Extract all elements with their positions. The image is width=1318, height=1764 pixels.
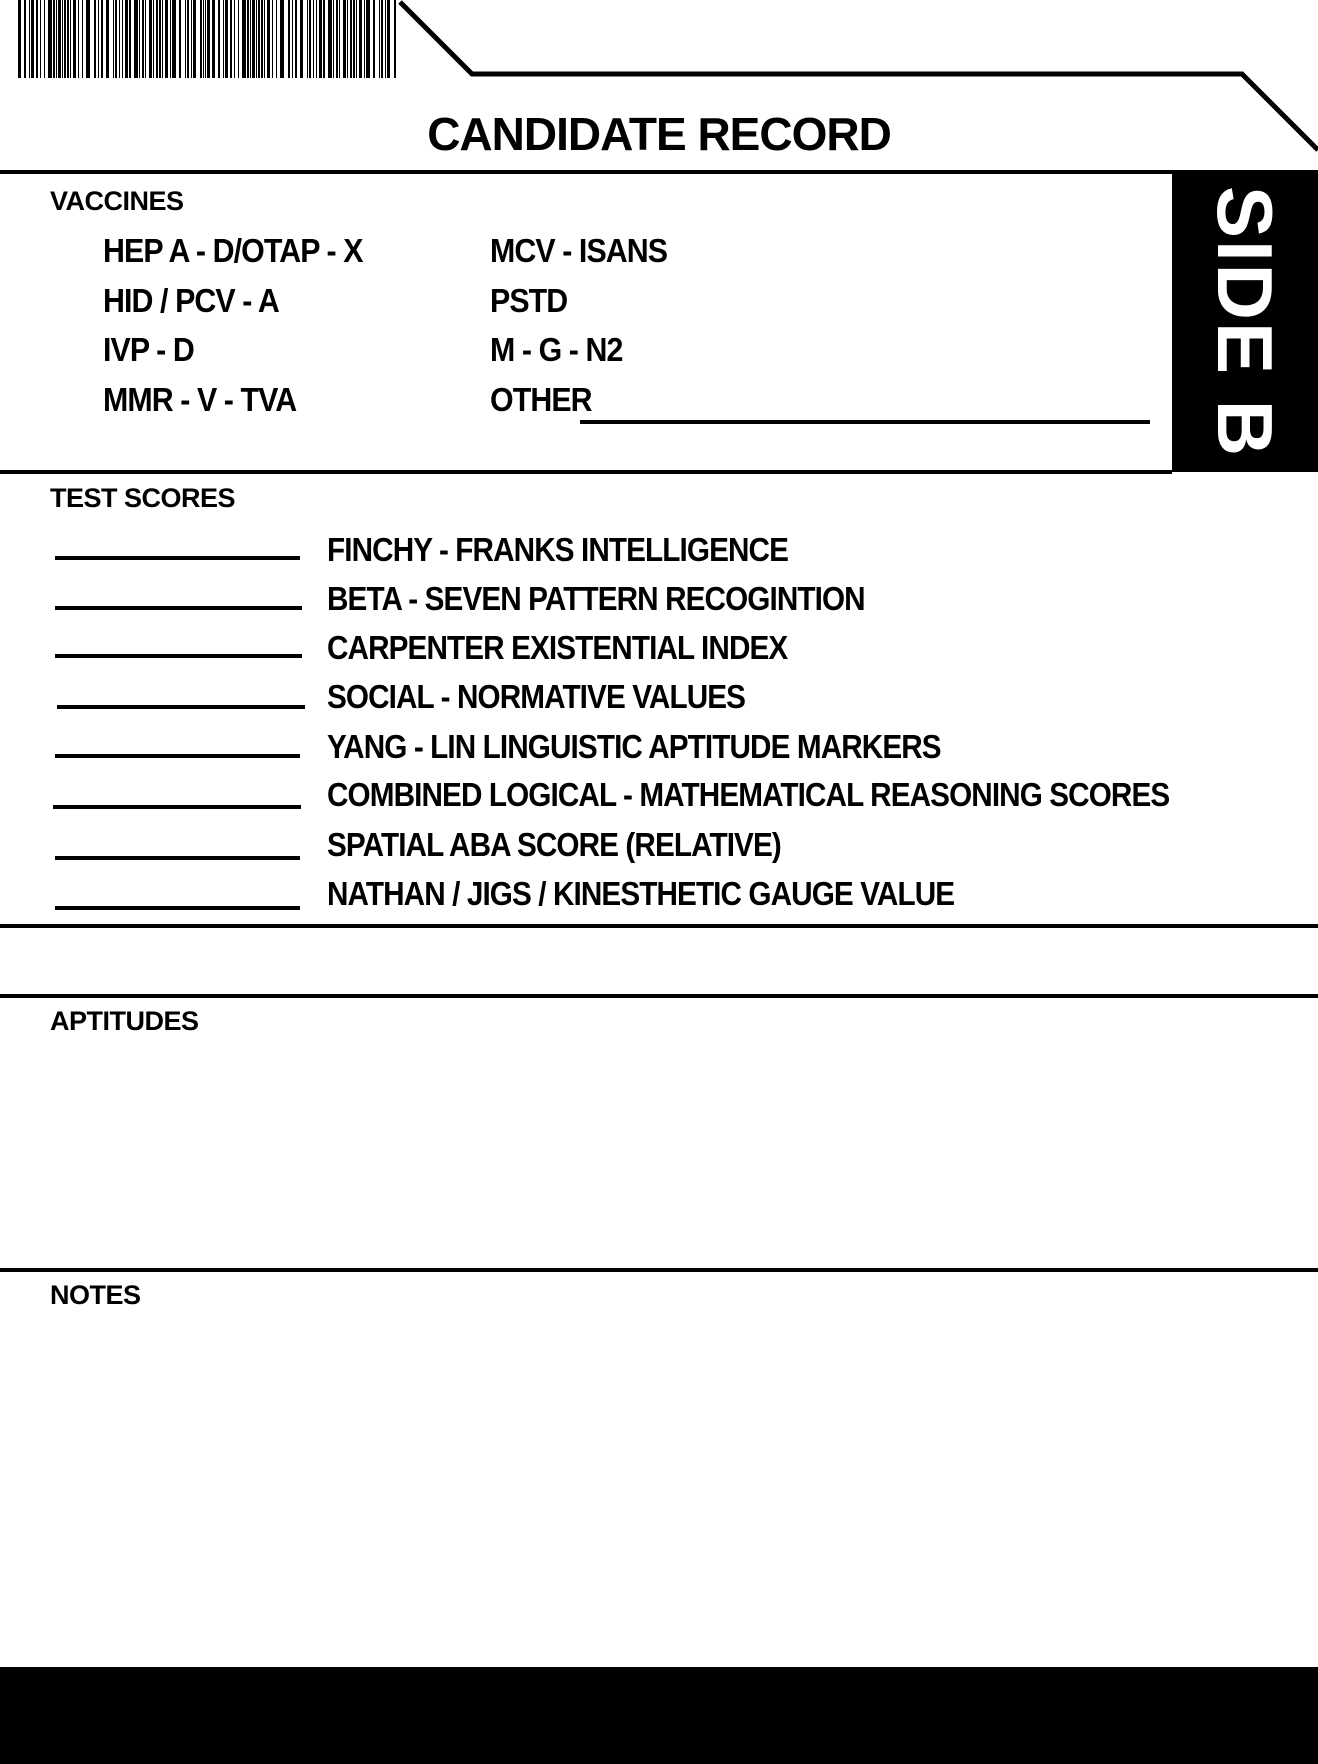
vaccine-item: M - G - N2: [490, 331, 623, 368]
aptitudes-area[interactable]: [0, 1040, 1318, 1266]
score-field[interactable]: [53, 805, 301, 809]
side-tab: [1172, 172, 1318, 472]
score-label: BETA - SEVEN PATTERN RECOGINTION: [327, 580, 865, 617]
score-label: CARPENTER EXISTENTIAL INDEX: [327, 629, 788, 666]
divider-scores: [0, 924, 1318, 928]
footer-bar: [0, 1667, 1318, 1764]
vaccine-other-field[interactable]: [580, 420, 1150, 424]
score-field[interactable]: [57, 705, 305, 709]
score-field[interactable]: [55, 654, 302, 658]
test-scores-label: TEST SCORES: [50, 483, 236, 513]
vaccine-item: HID / PCV - A: [103, 282, 279, 319]
vaccine-item: MMR - V - TVA: [103, 381, 297, 418]
score-field[interactable]: [55, 556, 300, 560]
vaccine-item: HEP A - D/OTAP - X: [103, 232, 363, 269]
side-label: SIDE B: [1201, 185, 1289, 459]
divider-notes: [0, 1268, 1318, 1272]
divider-top: [0, 170, 1318, 174]
barcode: [18, 0, 396, 78]
score-field[interactable]: [55, 606, 302, 610]
score-label: SPATIAL ABA SCORE (RELATIVE): [327, 826, 781, 863]
vaccines-label: VACCINES: [50, 186, 184, 216]
score-label: FINCHY - FRANKS INTELLIGENCE: [327, 531, 789, 568]
page-title: CANDIDATE RECORD: [427, 108, 891, 160]
score-field[interactable]: [55, 856, 300, 860]
notes-label: NOTES: [50, 1280, 141, 1310]
vaccine-item: MCV - ISANS: [490, 232, 668, 269]
divider-vaccines: [0, 470, 1172, 474]
vaccine-item: PSTD: [490, 282, 568, 319]
vaccine-item: IVP - D: [103, 331, 194, 368]
vaccine-other-label: OTHER: [490, 381, 592, 418]
score-label: NATHAN / JIGS / KINESTHETIC GAUGE VALUE: [327, 875, 955, 912]
score-label: YANG - LIN LINGUISTIC APTITUDE MARKERS: [327, 728, 941, 765]
score-label: SOCIAL - NORMATIVE VALUES: [327, 678, 746, 715]
divider-aptitudes: [0, 994, 1318, 998]
notes-area[interactable]: [0, 1314, 1318, 1664]
score-field[interactable]: [55, 754, 300, 758]
score-label: COMBINED LOGICAL - MATHEMATICAL REASONING SCORES: [327, 776, 1170, 813]
score-field[interactable]: [55, 906, 300, 910]
aptitudes-label: APTITUDES: [50, 1006, 199, 1036]
